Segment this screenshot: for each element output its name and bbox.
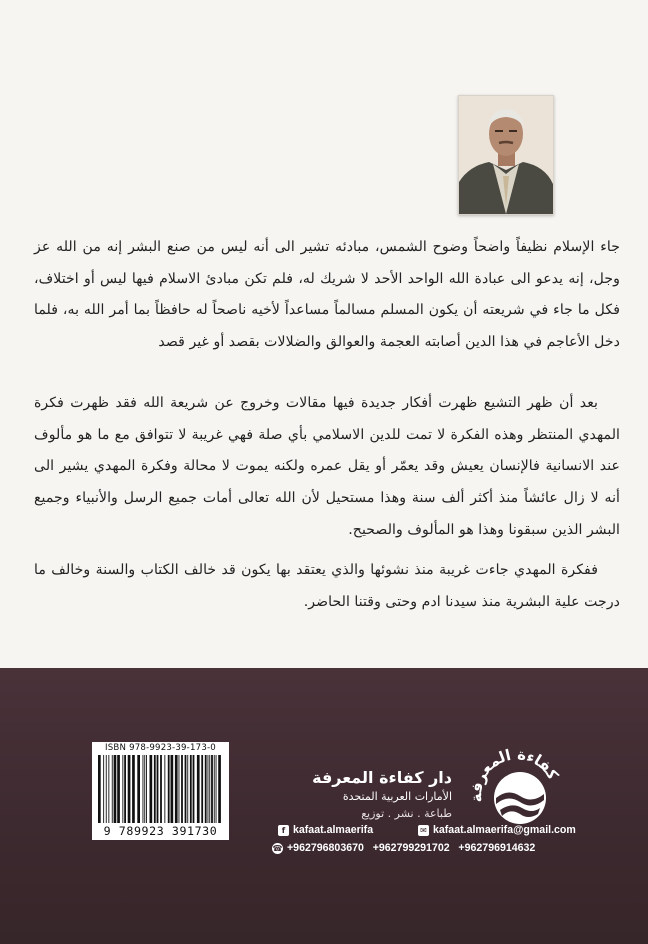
logo-text: كفاءة المعرفة <box>467 748 563 804</box>
barcode-bar <box>216 755 217 823</box>
facebook-row <box>278 824 373 836</box>
phone-icon: ☎ <box>272 843 283 853</box>
barcode-bar <box>211 755 213 823</box>
barcode-bar <box>179 755 180 823</box>
isbn-label: ISBN 978-9923-39-173-0 <box>105 743 216 753</box>
barcode-bar <box>160 755 162 823</box>
barcode-bar <box>143 755 144 823</box>
isbn-barcode <box>92 742 229 840</box>
barcode-bar <box>122 755 123 823</box>
facebook-handle: kafaat.almaerifa <box>293 824 374 836</box>
barcode-bar <box>175 755 178 823</box>
barcode-digits: 9 789923 391730 <box>103 824 218 838</box>
publisher-logo-mark <box>466 748 566 832</box>
publisher-country: الأمارات العربية المتحدة <box>342 790 452 803</box>
barcode-bar <box>124 755 126 823</box>
barcode-bar <box>154 755 156 823</box>
phone-numbers: +962796803670 +962799291702 +962796914632 <box>287 842 536 854</box>
phone-contacts <box>272 842 535 854</box>
paragraph-1-text: جاء الإسلام نظيفاً واضحاً وضوح الشمس، مبادئه تشير الى أنه ليس من صنع البشر إنه من الله عز وجل، إنه يدعو الى عبادة الله الواحد الأحد لا شريك له، فلم تكن مبادئ الاسلام فيها ليس أو اختلاف، فكل ما جاء في شريعته أن يكون المسلم مسالماً مساعداً لأخيه ناصحاً له حافظاً بما أمر الله به، فلما دخل الأعاجم في هذا الدين أصابته العجمة والعوالق والضلالات بقصد أو غير قصد <box>34 239 620 351</box>
barcode-bar <box>150 755 153 823</box>
barcode-bar <box>157 755 159 823</box>
facebook-icon: f <box>278 825 289 836</box>
barcode-bar <box>187 755 188 823</box>
barcode-bar <box>208 755 209 823</box>
barcode-bar <box>106 755 107 823</box>
barcode-bar <box>193 755 195 823</box>
barcode-bar <box>117 755 120 823</box>
barcode-bar <box>144 755 145 823</box>
paragraph-1 <box>34 232 620 359</box>
barcode-bar <box>112 755 113 823</box>
barcode-bar <box>201 755 203 823</box>
barcode-bars <box>98 755 223 823</box>
barcode-bar <box>132 755 135 823</box>
email-contact <box>418 824 576 836</box>
barcode-bar <box>171 755 174 823</box>
barcode-bar <box>128 755 131 823</box>
barcode-bar <box>137 755 140 823</box>
barcode-bar <box>168 755 170 823</box>
barcode-bar <box>103 755 104 823</box>
barcode-bar <box>205 755 207 823</box>
paragraph-2 <box>34 388 620 547</box>
author-photo <box>458 95 554 215</box>
publisher-logo <box>466 748 566 832</box>
email-address: kafaat.almaerifa@gmail.com <box>433 824 576 836</box>
author-portrait <box>459 96 553 214</box>
publisher-services: طباعة . نشر . توزيع <box>361 807 452 820</box>
paragraph-3-text: ففكرة المهدي جاءت غريبة منذ نشوئها والذي يعتقد بها يكون قد خالف الكتاب والسنة وخالف ما درجت علية البشرية منذ سيدنا ادم وحتى وقتنا الحاضر. <box>34 562 620 610</box>
barcode-bar <box>181 755 183 823</box>
barcode-bar <box>164 755 165 823</box>
paragraph-3 <box>34 555 620 618</box>
paragraph-2-text: بعد أن ظهر التشيع ظهرت أفكار جديدة فيها مقالات وخروج عن شريعة الله فقد ظهرت فكرة المهدي المنتظر وهذه الفكرة لا تمت للدين الاسلامي بأي صلة فهي غريبة لا تتوافق مع ما هو مألوف عند الانسانية فالإنسان يعيش وقد يعمّر أو يقل عمره ولكنه يموت لا محالة وفكرة المهدي يشير الى أنه لا زال عائشاً منذ أكثر ألف سنة وهذا مستحيل لأن الله تعالى أمات جميع الرسل والأنبياء وجميع البشر الذين سبقونا وهذا هو المألوف والصحيح. <box>34 395 620 538</box>
barcode-bar <box>209 755 210 823</box>
publisher-name: دار كفاءة المعرفة <box>312 768 452 787</box>
barcode-bar <box>98 755 101 823</box>
barcode-bar <box>214 755 215 823</box>
barcode-bar <box>114 755 117 823</box>
barcode-bar <box>108 755 109 823</box>
barcode-bar <box>197 755 200 823</box>
publisher-block <box>252 768 452 822</box>
barcode-bar <box>190 755 192 823</box>
email-icon: ✉ <box>418 825 429 836</box>
barcode-bar <box>146 755 147 823</box>
barcode-bar <box>218 755 221 823</box>
barcode-bar <box>185 755 187 823</box>
